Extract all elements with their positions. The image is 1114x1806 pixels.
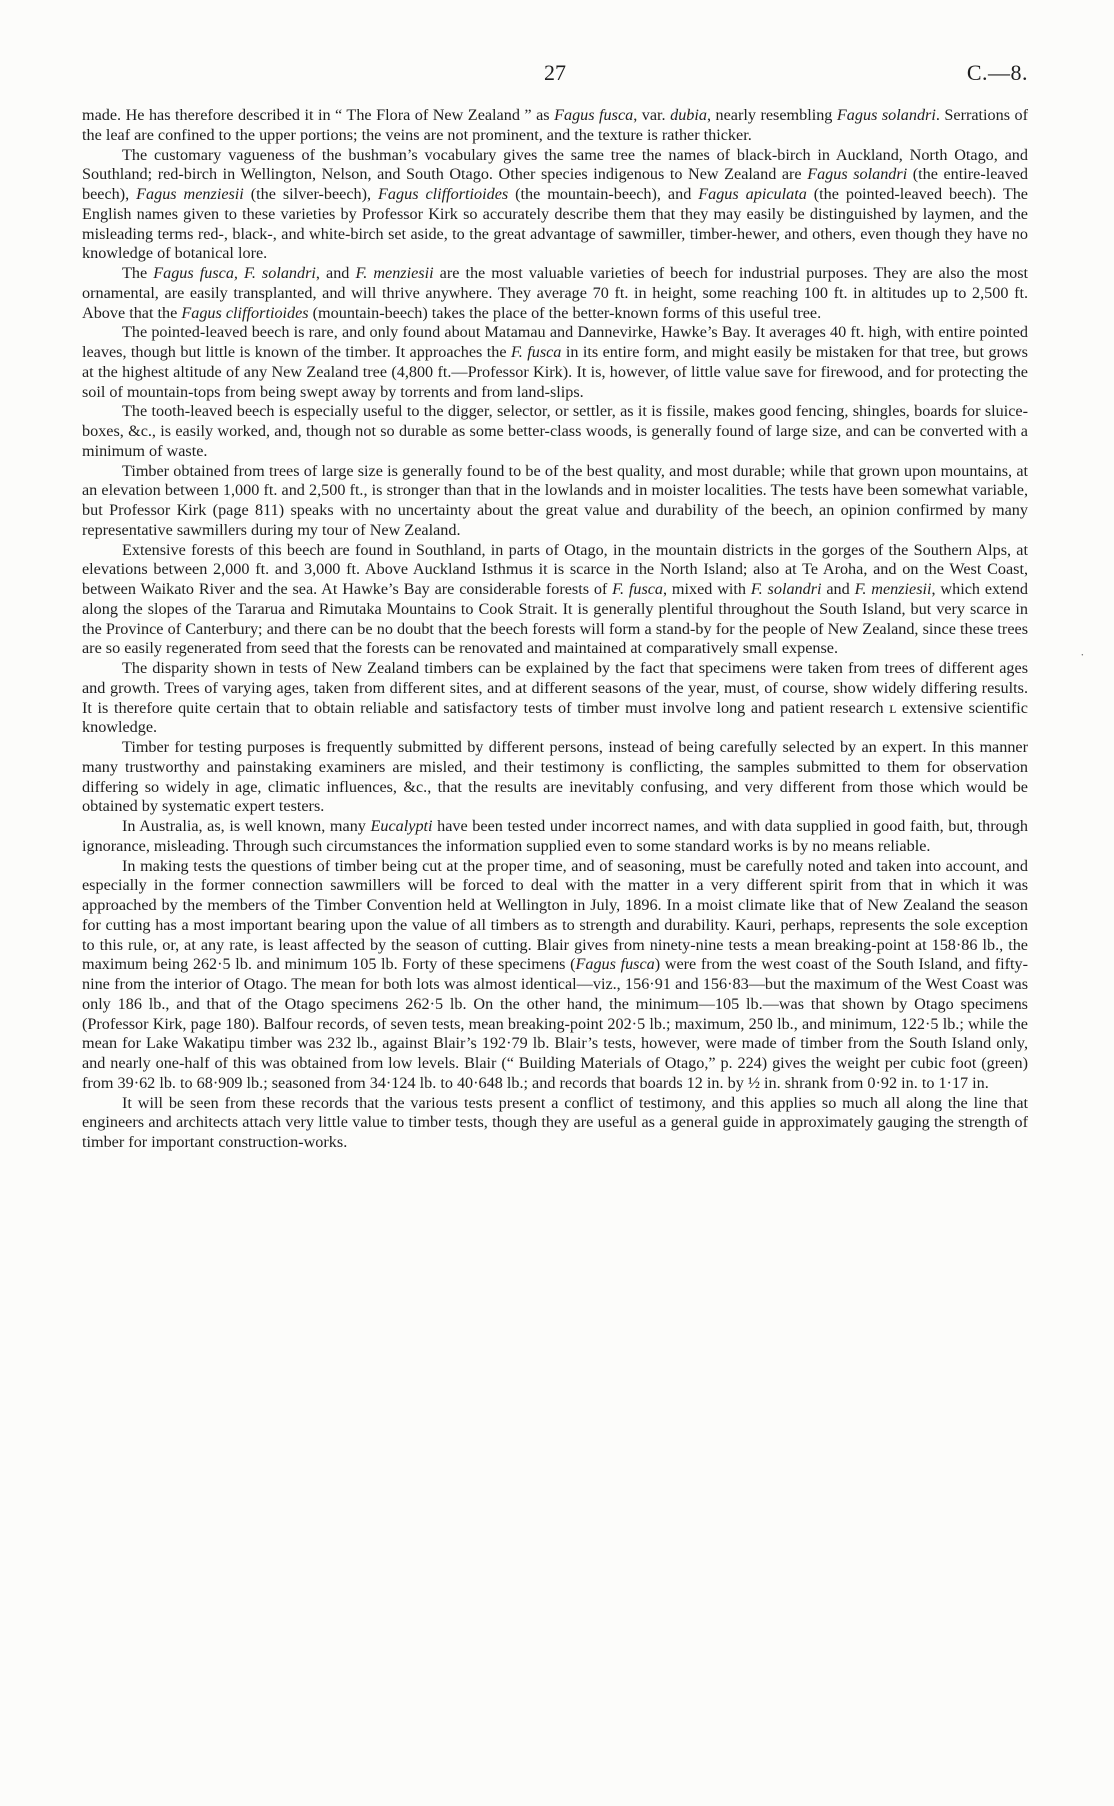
paragraph bbox=[82, 323, 1028, 402]
text-run: Timber for testing purposes is frequently submitted by different persons, instead of being carefully selected by an expert. In this manner many trustworthy and painstaking examiners are misled, and their testimony is conflicting, the samples submitted to them for observation differing so widely in age, climatic influences, &c., that the results are inevitably confusing, and very different from those which would be obtained by systematic expert testers. bbox=[82, 738, 1028, 816]
text-run: In making tests the questions of timber being cut at the proper time, and of seasoning, must be carefully noted and taken into account, and especially in the former connection sawmillers will be forced to deal with the matter in a very different spirit from that in which it was approached by the members of the Timber Convention held at Wellington in July, 1896. In a moist climate like that of New Zealand the season for cutting has a most important bearing upon the value of all timbers as to strength and durability. Kauri, perhaps, represents the sole exception to this rule, or, at any rate, is least affected by the season of cutting. Blair gives from ninety-nine tests a mean breaking-point at 158·86 lb., the maximum being 262·5 lb. and minimum 105 lb. Forty of these specimens ( bbox=[82, 856, 1028, 974]
italic-term: Fagus solandri bbox=[807, 165, 908, 184]
text-run: In Australia, as, is well known, many bbox=[122, 817, 371, 835]
text-run: , mixed with bbox=[663, 580, 751, 598]
text-run: are the most valuable varieties of beech for industrial purposes. They are also the most ornamental, are easily transplanted, and will thrive anywhere. They average 70 ft. in height, some reaching 100 ft. in altitudes up to 2,500 ft. Above that the bbox=[82, 264, 1028, 322]
text-run: Extensive forests of this beech are found in Southland, in parts of Otago, in the mountain districts in the gorges of the Southern Alps, at elevations between 2,000 ft. and 3,000 ft. Above Auckland Isthmus it is scarce in the North Island; also at Te Aroha, and on the West Coast, between Waikato River and the sea. At Hawke’s Bay are considerable forests of bbox=[82, 540, 1028, 598]
italic-term: Fagus solandri bbox=[836, 106, 936, 124]
text-run: and bbox=[821, 580, 855, 598]
text-run: It will be seen from these records that the various tests present a conflict of testimony, and this applies so much all along the line that engineers and architects attach very little value to timber tests, though they are useful as a general guide in approximately gauging the strength of timber for important construction-works. bbox=[82, 1093, 1028, 1151]
paragraph bbox=[82, 1094, 1028, 1153]
italic-term: F. menziesii bbox=[854, 580, 932, 598]
italic-term: Fagus fusca bbox=[575, 955, 655, 974]
text-run: (the silver-beech), bbox=[243, 185, 379, 203]
italic-term: Eucalypti bbox=[370, 817, 433, 835]
paragraph bbox=[82, 264, 1028, 323]
italic-term: Fagus cliffortioides bbox=[378, 185, 509, 203]
margin-mark: ˙ bbox=[1080, 652, 1085, 667]
italic-term: Fagus fusca bbox=[554, 106, 634, 124]
text-run: made. He has therefore described it in “ The Flora of New Zealand ” as bbox=[82, 106, 555, 124]
text-run: have been tested under incorrect names, and with data supplied in good faith, but, through ignorance, misleading. Through such circumstances the information supplied even to some standard works is by no means reliable. bbox=[82, 817, 1028, 855]
paragraph bbox=[82, 146, 1028, 265]
body-text bbox=[82, 106, 1028, 1153]
italic-term: dubia bbox=[670, 106, 707, 124]
text-run: . Serrations of the leaf are confined to the upper portions; the veins are not prominent, and the texture is rather thicker. bbox=[82, 106, 1029, 144]
italic-term: F. menziesii bbox=[355, 264, 434, 282]
italic-term: Fagus fusca, F. solandri bbox=[153, 264, 316, 282]
text-run: The bbox=[122, 264, 154, 282]
paragraph bbox=[82, 659, 1028, 738]
italic-term: Fagus apiculata bbox=[698, 185, 807, 203]
text-run: Timber obtained from trees of large size is generally found to be of the best quality, and most durable; while that grown upon mountains, at an elevation between 1,000 ft. and 2,500 ft., is stronger than that in the lowlands and in moister localities. The tests have been somewhat variable, but Professor Kirk (page 811) speaks with no uncertainty about the great value and durability of the beech, an opinion confirmed by many representative sawmillers during my tour of New Zealand. bbox=[82, 461, 1028, 539]
text-run: ) were from the west coast of the South Island, and fifty-nine from the interior of Otago. The mean for both lots was almost identical—viz., 156·91 and 156·83—but the maximum of the West Coast was only 186 lb., and that of the Otago specimens 262·5 lb. On the other hand, the minimum—105 lb.—was that shown by Otago specimens (Professor Kirk, page 180). Balfour records, of seven tests, mean breaking-point 202·5 lb.; maximum, 250 lb., and minimum, 122·5 lb.; while the mean for Lake Wakatipu timber was 232 lb., against Blair’s 192·79 lb. Blair’s tests, however, were made of timber from the South Island only, and nearly one-half of this was obtained from low levels. Blair (“ Building Materials of Otago,” p. 224) gives the weight per cubic foot (green) from 39·62 lb. to 68·909 lb.; seasoned from 34·124 lb. to 40·648 lb.; and records that boards 12 in. by ½ in. shrank from 0·92 in. to 1·17 in. bbox=[82, 955, 1029, 1092]
paragraph bbox=[82, 462, 1028, 541]
text-run: (the mountain-beech), and bbox=[508, 185, 699, 203]
paragraph bbox=[82, 541, 1028, 660]
text-run: extensive scientific knowledge. bbox=[82, 698, 1028, 737]
text-run: The pointed-leaved beech is rare, and only found about Matamau and Dannevirke, Hawke’s Bay. It averages 40 ft. high, with entire pointed leaves, though but little is known of the timber. It approaches the bbox=[82, 323, 1028, 361]
paragraph bbox=[82, 738, 1028, 817]
text-run: ʟ bbox=[889, 698, 897, 717]
text-run: , var. bbox=[633, 106, 671, 124]
italic-term: F. fusca bbox=[510, 343, 562, 361]
text-run: in its entire form, and might easily be mistaken for that tree, but grows at the highest altitude of any New Zealand tree (4,800 ft.—Professor Kirk). It is, however, of little value save for firewood, and for protecting the soil of mountain-tops from being swept away by torrents and from land-slips. bbox=[82, 343, 1028, 401]
text-run: (the entire-leaved beech), bbox=[82, 165, 1028, 203]
text-run: , nearly resembling bbox=[706, 106, 837, 124]
italic-term: Fagus cliffortioides bbox=[181, 303, 309, 322]
paragraph bbox=[82, 857, 1028, 1094]
text-run: , which extend along the slopes of the Tararua and Rimutaka Mountains to Cook Strait. It is generally plentiful throughout the South Island, but very scarce in the Province of Canterbury; and there can be no doubt that the beech forests will form a stand-by for the people of New Zealand, since these trees are so easily regenerated from seed that the forests can be renovated and maintained at comparatively small expense. bbox=[82, 580, 1028, 658]
text-run: The customary vagueness of the bushman’s vocabulary gives the same tree the names of black-birch in Auckland, North Otago, and Southland; red-birch in Wellington, Nelson, and South Otago. Other species indigenous to New Zealand are bbox=[82, 145, 1028, 184]
text-run: (the pointed-leaved beech). The English names given to these varieties by Professor Kirk so accurately describe them that they may easily be distinguished by laymen, and the misleading terms red-, black-, and white-birch set aside, to the great advantage of sawmiller, timber-hewer, and others, even though they have no knowledge of botanical lore. bbox=[82, 185, 1028, 263]
paragraph bbox=[82, 817, 1028, 857]
page-number: 27 bbox=[544, 60, 566, 85]
document-code: C.—8. bbox=[966, 60, 1028, 85]
paragraph bbox=[82, 106, 1028, 146]
italic-term: Fagus menziesii bbox=[136, 185, 244, 203]
paragraph bbox=[82, 402, 1028, 461]
text-run: (mountain-beech) takes the place of the better-known forms of this useful tree. bbox=[308, 303, 822, 322]
italic-term: F. fusca bbox=[612, 580, 664, 598]
page-header bbox=[82, 60, 1028, 90]
text-run: The tooth-leaved beech is especially useful to the digger, selector, or settler, as it is fissile, makes good fencing, shingles, boards for sluice-boxes, &c., is easily worked, and, though not so durable as some better-class woods, is generally found of large size, and can be converted with a minimum of waste. bbox=[82, 402, 1028, 460]
text-run: , and bbox=[315, 264, 356, 282]
italic-term: F. solandri bbox=[750, 580, 822, 598]
text-run: The disparity shown in tests of New Zealand timbers can be explained by the fact that specimens were taken from trees of different ages and growth. Trees of varying ages, taken from different sites, and at different seasons of the year, must, of course, show widely differing results. It is therefore quite certain that to obtain reliable and satisfactory tests of timber must involve long and patient research bbox=[82, 659, 1028, 717]
